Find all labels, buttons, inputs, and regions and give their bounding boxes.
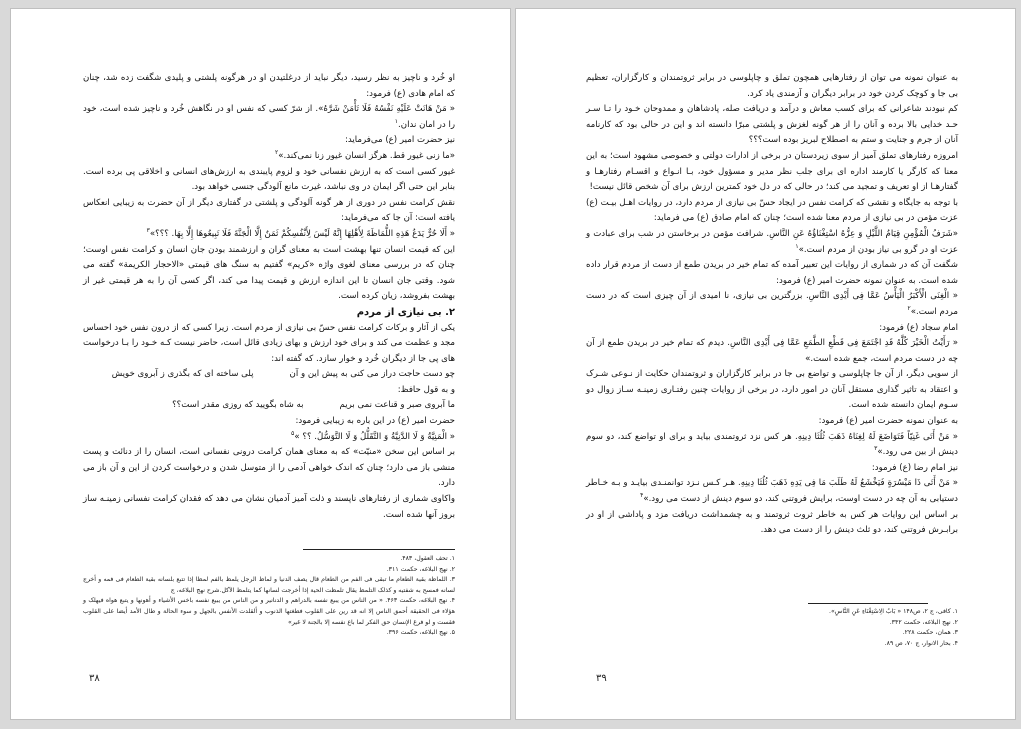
- footnote-divider: [808, 603, 928, 604]
- paragraph: غیور کسی است که به ارزش نفسانی خود و لزوم پایبندی به ارزش‌های انسانی و اخلاقی پی برده است. بنابر این حتی اگر ایمان در وی نباشد، غیرت مانع آلودگی جنسی خواهد بود.: [83, 166, 455, 193]
- footnote: ۲. نهج البلاغه، حکمت ۳۴۲.: [889, 618, 958, 626]
- verse-hemistich: چو دست حاجت دراز می کنی به پیش این و آن: [289, 369, 455, 380]
- hadith-quote: « الْمَنِیَّةُ وَ لَا الدَّنِیَّةُ وَ التَّقَلُّلُ وَ لَا التَّوَسُّلُ. ؟؟ »$^۵$: [291, 429, 455, 442]
- paragraph: این که قیمت انسان تنها بهشت است به معنای گران و ارزشمند بودن جان انسان و کرامت نفس اوست؛ چنان که در بررسی معنای لغوی واژه «کریم» گفتیم به سنگ های قیمتی «الاحجار الکریمة» گفته می شود. وقتی جان انسان تا این اندازه ارزش و قیمت پیدا می کند، اگر کسی آن را به هر قیمتی غیر از بهشت بفروشد، زیان کرده است.: [83, 244, 455, 302]
- footnote: ۲. نهج البلاغه، حکمت ۳۱۱.: [386, 565, 455, 573]
- paragraph: به عنوان نمونه حضرت امیر (ع) فرمود:: [818, 416, 958, 427]
- footnote: ۵. نهج البلاغه، حکمت ۳۹۶.: [386, 629, 455, 637]
- section-heading: ۲. بی نیازی از مردم: [356, 306, 455, 318]
- footnotes: [586, 607, 958, 649]
- paragraph: نقش کرامت نفس در دوری از هر گونه آلودگی و پلشتی در گفتاری دیگر از آن حضرت به زیبایی انعکاس یافته است: آن جا که می‌فرماید:: [83, 197, 455, 224]
- footnote-divider: [303, 549, 455, 550]
- page-body: [83, 71, 455, 523]
- poem-verse: [83, 367, 455, 383]
- paragraph: بر اساس این روایات هر کس به خاطر ثروت ثروتمند و به چشمداشت دریافت مزد و پاداشی از او در برابـرش فروتنی کند، دو ثلث دینش را از دست می دهد.: [586, 509, 958, 536]
- paragraph: به عنوان نمونه می توان از رفتارهایی همچون تملق و چاپلوسی در برابر ثروتمندان و کارگزاران، تعظیم بی جا و کوچک کردن خود در برابر دیگران و آزمندی یاد کرد.: [586, 73, 958, 99]
- paragraph: بر اساس این سخن «منیّت» که به معنای همان کرامت درونی نفسانی است، انسان را از دنائت و پست منشی باز می دارد؛ چنان که اندک خواهی آدمی را از متوسل شدن و درخواست کردن از این و آن باز می دارد.: [83, 447, 455, 489]
- verse-hemistich: به شاه بگویید که روزی مقدر است؟؟: [172, 400, 304, 411]
- paragraph: از سویی دیگر، از آن جا چاپلوسی و تواضع بی جا در برابر کارگزاران و ثروتمندان حکایت از نـوعی شـرک و اعتقاد به تاثیر گذاری مستقل آنان در امور دارد، در برخی از روایات چنین رفتـاری زمینـه سـاز زوال دو سـوم ایمان دانسته شده است.: [586, 369, 958, 411]
- paragraph: شگفت آن که در شماری از روایات این تعبیر آمده که تمام خیر در بریدن طمع از دست از مردم قرار داده شده است. به عنوان نمونه حضرت امیر (ع) فرمود:: [586, 260, 958, 286]
- paragraph: نیز امام رضا (ع) فرمود:: [871, 462, 958, 473]
- footnote: ۱. تحف العقول، ۴۸۳.: [400, 555, 455, 562]
- paragraph: واکاوی شماری از رفتارهای ناپسند و ذلت آمیز آدمیان نشان می دهد که فقدان کرامت نفسانی زمینـه ساز بروز آنها شده است.: [83, 494, 455, 520]
- footnote: ۳. همان، حکمت ۲۲۸.: [902, 629, 958, 637]
- hadith-quote: « الْغِنَی الْأَکْبَرُ الْیَأْسُ عَمَّا فِی أَیْدِی النَّاسِ. بزرگترین بی نیازی، نا امیدی از آن چیزی است که در دست مردم است.»$^۲$: [586, 291, 958, 317]
- paragraph: او خُرد و ناچیز به نظر رسید، دیگر نباید از درغلتیدن او در هرگونه پلشتی و پلیدی شگفت زده شد، چنان که امام هادی (ع) فرمود:: [83, 73, 455, 99]
- page-number: ۳۸: [89, 673, 100, 684]
- hadith-quote: « رَأَیْتُ الْخَیْرَ کُلَّهُ قَدِ اجْتَمَعَ فِی قَطْعِ الطَّمَعِ عَمَّا فِی أَیْدِی النَّاسِ. دیدم که تمام خیر در بریدن طمع از آن چه در دست مردم است، جمع شده است.»: [586, 338, 958, 364]
- page-body: [586, 71, 958, 539]
- hadith-quote: « مَنْ أَتَی غَنِیّاً فَتَوَاضَعَ لَهُ لِغِنَاهُ ذَهَبَ ثُلُثَا دِینِهِ. هر کس نزد ثروتمندی بیاید و برای او تواضع کند، دو سوم دینش از بین می رود.»$^۳$: [586, 431, 958, 458]
- hadith-quote: « مَنْ هَانَتْ عَلَیْهِ نَفْسُهُ فَلَا تَأْمَنْ شَرَّهُ». از شرّ کسی که نفس او در نگاهش خُرد و ناچیز شده است، خود را در امان ندان.$^۱$: [83, 104, 455, 130]
- verse-hemistich: پلی ساخته ای که بگذری ز آبروی خویش: [111, 369, 254, 380]
- page-38: [10, 8, 511, 720]
- footnote: ۴. نهج البلاغه، حکمت ۴۶۳. « من الناس من یبیع نفسه بالدراهم و الدنانیر و من الناس من یبیع نفسه باخس الأشیاء و أهونها و یتبع هواه فیهلک و هؤلاء فی الحقیقة أحمق الناس إلا انه قد رین علی القلوب فطغتها الذنوب و ألقلدت الأنفس بالجهل و سوء الحالة و طال الأمد أیضا علی القلوب فقست و لو فرغ الإنسان حق الفکر لما باع نفسه إلا بالجنة لا غیر»: [83, 597, 455, 626]
- paragraph: کم نبودند شاعرانی که برای کسب معاش و درآمد و دریافت صله، پادشاهان و ممدوحان خـود را تـا سـر حـد خدایی بالا برده و آنان را از هر گونه لغزش و پلشتی مبرّا دانسته اند و این در حالی بود که کارنامه آنان از جرم و جنایت و ستم به اصطلاح لبریز بوده است؟؟؟: [586, 104, 958, 146]
- hadith-quote: « أَلَا حُرٌّ یَدَعُ هَذِهِ اللُّمَاظَةَ لِأَهْلِهَا إِنَّهُ لَیْسَ لِأَنْفُسِکُمْ ثَمَنٌ إِلَّا الْجَنَّةَ فَلَا تَبِیعُوهَا إِلَّا بِهَا. ؟؟؟»$^۳$: [146, 227, 455, 239]
- footnotes: [83, 554, 455, 639]
- paragraph: امام سجاد (ع) فرمود:: [879, 322, 958, 333]
- page-number: ۳۹: [596, 673, 607, 684]
- paragraph: و به قول حافظ:: [397, 384, 455, 395]
- hadith-quote: « مَنْ أَتَی ذَا مَیْسُرَةٍ فَیَخْشَعُ لَهُ طَلَبَ مَا فِی یَدِهِ ذَهَبَ ثُلُثَا دِینِهِ. هـر کـس نـزد توانمنـدی بیایـد و بـه خـاطر دستیابی به آن چه در دست اوست، برایش فروتنی کند، دو سوم دینش از دست می رود.»$^۴$: [586, 478, 958, 505]
- footnote: ۱. کافی، ج ۲، ص۱۴۸ « بَابُ الِاسْتِغْنَاءِ عَنِ النَّاسِ».: [829, 608, 958, 615]
- footnote: ۳. اللماظة بقیة الطعام ما تبقی فی الفم من الطعام قال یصف الدنیا و لماظ الرجل یلمظ بالفم لمظا إذا تتبع بلسانه بقیة الطعام فی فمه و أخرج لسانه فمسح به شفتیه و کذلک التلمظ یقال تلمظت الحیة إذا أخرجت لسانها کما یتلمظ الآکل.شرح نهج البلاغه، ج: [83, 576, 455, 594]
- paragraph: یکی از آثار و برکات کرامت نفس حسّ بی نیازی از مردم است. زیرا کسی که از درون نفس خود احساس مجد و عظمت می کند و برای خود ارزش و بهای زیادی قائل است، حاضر نیست کـه خـود را بـا درخواست های پی جا از دیگران خُرد و خوار سازد. که گفته اند:: [83, 322, 455, 364]
- hadith-quote: «ما زنی غیور قط. هرگز انسان غیور زنا نمی‌کند.»$^۲$: [275, 149, 455, 161]
- paragraph: حضرت امیر (ع) در این باره به زیبایی فرمود:: [295, 416, 455, 427]
- paragraph: نیز حضرت امیر (ع) می‌فرماید:: [344, 135, 455, 146]
- poem-verse: [83, 398, 455, 414]
- verse-hemistich: ما آبروی صبر و قناعت نمی بریم: [339, 400, 455, 411]
- paragraph: با توجه به جایگاه و نقشی که کرامت نفس در ایجاد حسّ بی نیازی از مردم دارد، در روایات اهـل بیـت (ع) عزت مؤمن در بی نیازی از مردم معنا شده است؛ چنان که امام صادق (ع) می فرماید:: [586, 197, 958, 224]
- hadith-quote: «شَرَفُ الْمُؤْمِنِ قِیَامُ اللَّیْلِ وَ عِزُّهُ اسْتِغْنَاؤُهُ عَنِ النَّاسِ. شرافت مؤمن در برخاستن در شب برای عبادت و عزت او در گرو بی نیاز بودن از مردم است.»$^۱$: [586, 228, 958, 255]
- page-39: [515, 8, 1016, 720]
- footnote: ۴. بحار الانوار، ج ۷۰، ص ۸۹.: [884, 639, 958, 647]
- paragraph: امروزه رفتارهای تملق آمیز از سوی زیردستان در برخی از ادارات دولتی و خصوصی مشهود است؛ به این معنا که کارگر یا کارمند اداره ای برای جلب نظر مدیر و مسؤول خود، بـا انـواع و اقسـام رفتارهـا و گفتارهـا از او تعریف و تمجید می کند؛ در حالی که در دل خود کمترین ارزش برای آن شخص قائل نیست!: [586, 150, 958, 193]
